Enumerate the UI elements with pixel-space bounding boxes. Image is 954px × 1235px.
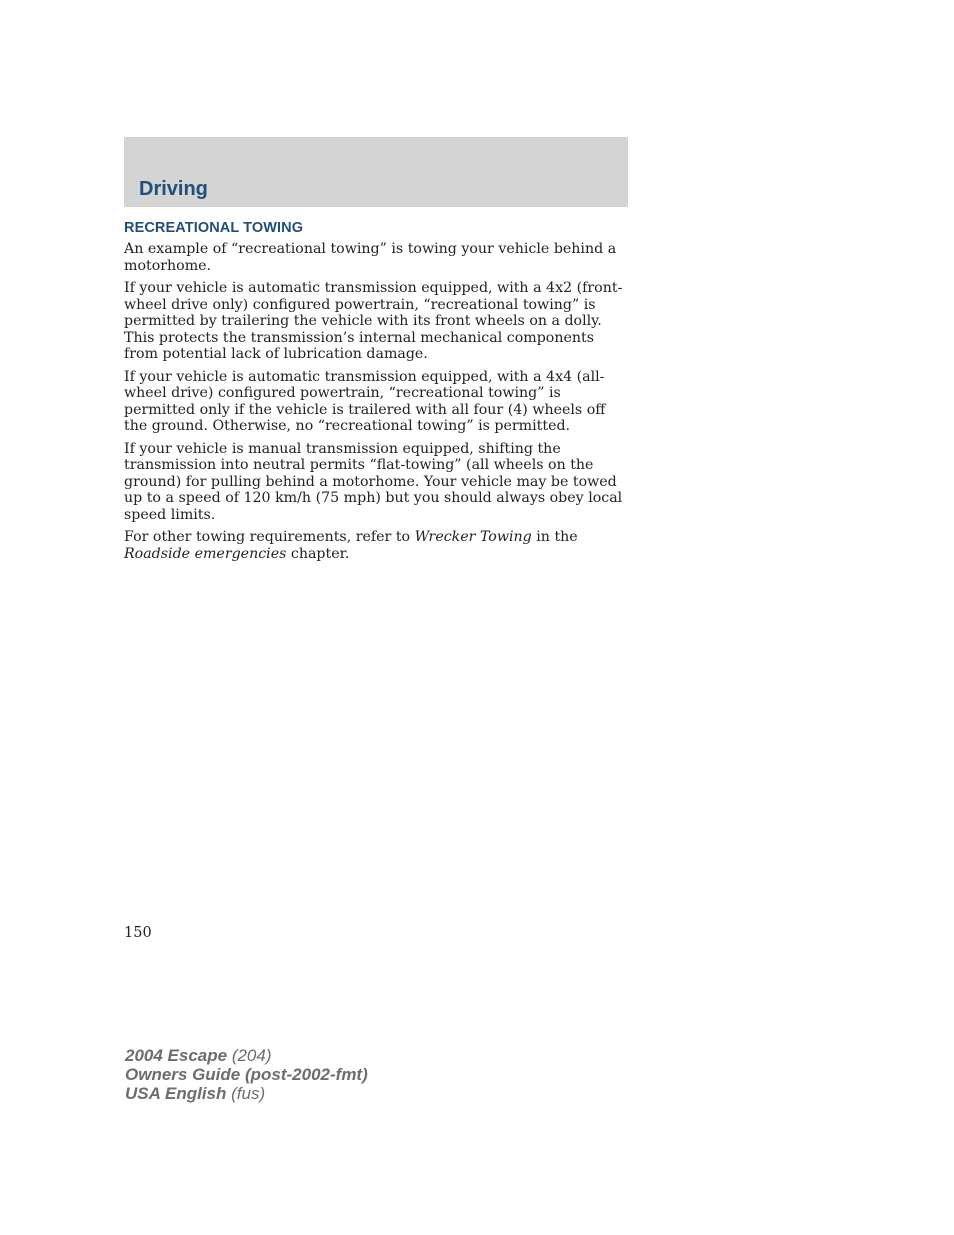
footer-language: USA English — [125, 1084, 227, 1103]
reference-roadside-emergencies: Roadside emergencies — [124, 545, 287, 562]
paragraph-2: If your vehicle is automatic transmission equipped, with a 4x2 (front-wheel drive only) configured powertrain, “recreational towing” is permitted by trailering the vehicle with its front wheels on a dolly. This protects the transmission’s internal mechanical components from potential lack of lubrication damage. — [124, 280, 623, 362]
footer-language-code: (fus) — [226, 1084, 266, 1103]
footer-line-2 — [125, 1065, 368, 1084]
paragraph-5-mid: in the — [531, 529, 578, 545]
footer-model: 2004 Escape — [125, 1046, 228, 1065]
paragraph-3: If your vehicle is automatic transmission equipped, with a 4x4 (all-wheel drive) configured powertrain, “recreational towing” is permitted only if the vehicle is trailered with all four (4) wheels off the ground. Otherwise, no “recreational towing” is permitted. — [124, 368, 606, 434]
paragraph-5 — [124, 529, 630, 562]
footer-line-3 — [125, 1084, 368, 1103]
paragraph-1: An example of “recreational towing” is towing your vehicle behind a motorhome. — [124, 241, 617, 274]
paragraph-5-post: chapter. — [286, 545, 350, 562]
reference-wrecker-towing: Wrecker Towing — [414, 529, 532, 545]
article-heading: RECREATIONAL TOWING — [124, 220, 304, 236]
paragraph-4: If your vehicle is manual transmission equipped, shifting the transmission into neutral permits “flat-towing” (all wheels on the ground) for pulling behind a motorhome. Your vehicle may be towed up to a speed of 120 km/h (75 mph) but you should always obey local speed limits. — [124, 440, 623, 523]
section-title: Driving — [139, 178, 208, 200]
document-footer — [125, 1046, 368, 1103]
footer-guide: Owners Guide (post-2002-fmt) — [125, 1065, 368, 1084]
section-header-band — [124, 137, 628, 207]
footer-model-code: (204) — [227, 1046, 272, 1065]
paragraph-5-pre: For other towing requirements, refer to — [124, 529, 415, 545]
article-body — [124, 220, 630, 568]
page-number: 150 — [124, 925, 152, 941]
footer-line-1 — [125, 1046, 368, 1065]
